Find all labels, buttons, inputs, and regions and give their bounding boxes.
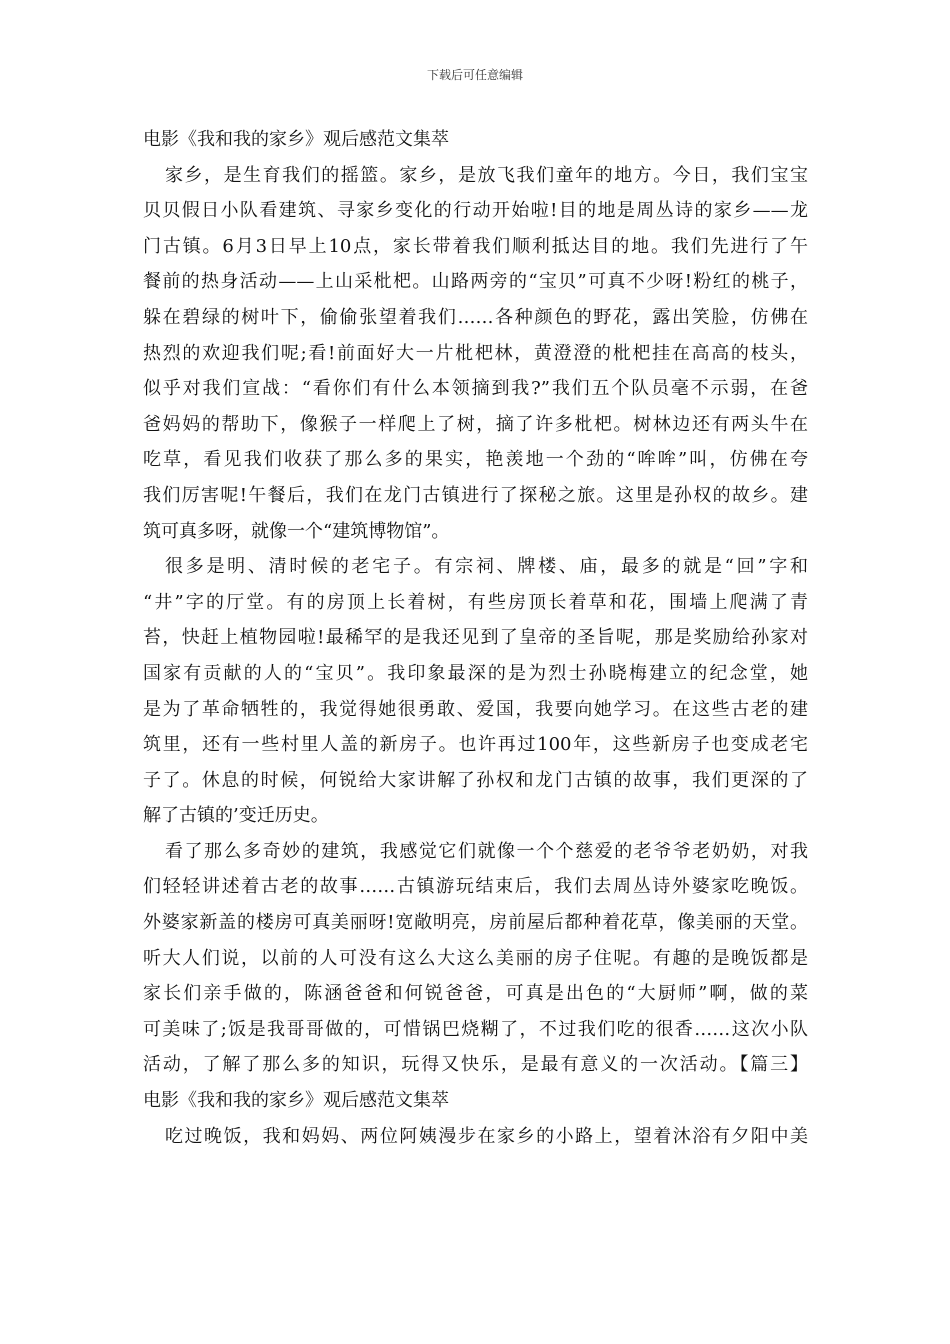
text-line: 门古镇。6月3日早上10点，家长带着我们顺利抵达目的地。我们先进行了午 (143, 235, 808, 257)
text-line: 筑可真多呀，就像一个“建筑博物馆”。 (143, 520, 450, 542)
text-line: 电影《我和我的家乡》观后感范文集萃 (143, 1090, 449, 1112)
text-line: 我们厉害呢!午餐后，我们在龙门古镇进行了探秘之旅。这里是孙权的故乡。建 (143, 484, 808, 506)
text-line: 家长们亲手做的，陈涵爸爸和何锐爸爸，可真是出色的“大厨师”啊，做的菜 (143, 983, 808, 1005)
text-line: 似乎对我们宣战：“看你们有什么本领摘到我?”我们五个队员毫不示弱，在爸 (143, 378, 808, 400)
text-line: 吃草，看见我们收获了那么多的果实，艳羡地一个劲的“哞哞”叫，仿佛在夸 (143, 449, 808, 471)
text-line: 外婆家新盖的楼房可真美丽呀!宽敞明亮，房前屋后都种着花草，像美丽的天堂。 (143, 912, 808, 934)
text-line: 热烈的欢迎我们呢;看!前面好大一片枇杷林，黄澄澄的枇杷挂在高高的枝头， (143, 342, 808, 364)
text-line: 国家有贡献的人的“宝贝”。我印象最深的是为烈士孙晓梅建立的纪念堂，她 (143, 662, 808, 684)
text-line: 很多是明、清时候的老宅子。有宗祠、牌楼、庙，最多的就是“回”字和 (165, 556, 808, 578)
document-body (143, 122, 808, 1154)
page-header: 下载后可任意编辑 (426, 68, 523, 82)
text-line: 吃过晚饭，我和妈妈、两位阿姨漫步在家乡的小路上，望着沐浴有夕阳中美 (165, 1125, 808, 1147)
text-line: 贝贝假日小队看建筑、寻家乡变化的行动开始啦!目的地是周丛诗的家乡——龙 (143, 200, 808, 222)
text-line: 可美味了;饭是我哥哥做的，可惜锅巴烧糊了，不过我们吃的很香……这次小队 (143, 1018, 808, 1040)
text-line: 餐前的热身活动——上山采枇杷。山路两旁的“宝贝”可真不少呀!粉红的桃子， (143, 271, 808, 293)
text-line: 活动，了解了那么多的知识，玩得又快乐，是最有意义的一次活动。【篇三】 (143, 1054, 808, 1076)
text-line: 家乡，是生育我们的摇篮。家乡，是放飞我们童年的地方。今日，我们宝宝 (165, 164, 808, 186)
text-line: 躲在碧绿的树叶下，偷偷张望着我们……各种颜色的野花，露出笑脸，仿佛在 (143, 306, 808, 328)
text-line: 苔，快赶上植物园啦!最稀罕的是我还见到了皇帝的圣旨呢，那是奖励给孙家对 (143, 627, 808, 649)
text-line: 解了古镇的’变迁历史。 (143, 805, 329, 827)
text-line: 们轻轻讲述着古老的故事……古镇游玩结束后，我们去周丛诗外婆家吃晚饭。 (143, 876, 808, 898)
text-line: 子了。休息的时候，何锐给大家讲解了孙权和龙门古镇的故事，我们更深的了 (143, 769, 808, 791)
text-line: 是为了革命牺牲的，我觉得她很勇敢、爱国，我要向她学习。在这些古老的建 (143, 698, 808, 720)
text-line: 听大人们说，以前的人可没有这么大这么美丽的房子住呢。有趣的是晚饭都是 (143, 947, 808, 969)
text-line: “井”字的厅堂。有的房顶上长着树，有些房顶长着草和花，围墙上爬满了青 (143, 591, 808, 613)
text-line: 爸妈妈的帮助下，像猴子一样爬上了树，摘了许多枇杷。树林边还有两头牛在 (143, 413, 808, 435)
text-line: 看了那么多奇妙的建筑，我感觉它们就像一个个慈爱的老爷爷老奶奶，对我 (165, 840, 808, 862)
text-line: 筑里，还有一些村里人盖的新房子。也许再过100年，这些新房子也变成老宅 (143, 734, 808, 756)
text-line: 电影《我和我的家乡》观后感范文集萃 (143, 129, 449, 150)
